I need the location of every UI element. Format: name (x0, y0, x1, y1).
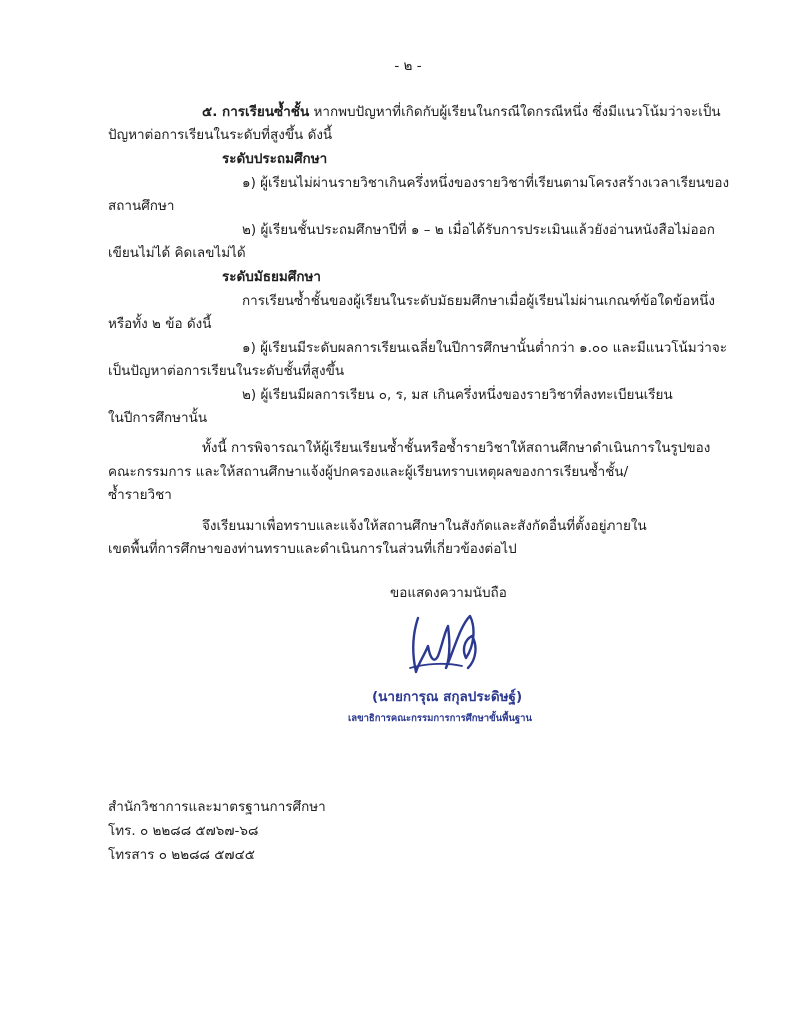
secondary-item2-line1: ๒) ผู้เรียนมีผลการเรียน ๐, ร, มส เกินครึ่งหนึ่งของรายวิชาที่ลงทะเบียนเรียน (242, 387, 673, 403)
primary-item1-line2: สถานศึกษา (108, 198, 175, 214)
primary-heading: ระดับประถมศึกษา (222, 151, 328, 167)
secondary-item2-line2: ในปีการศึกษานั้น (108, 410, 208, 426)
salutation: ขอแสดงความนับถือ (390, 585, 507, 601)
primary-item1-line1: ๑) ผู้เรียนไม่ผ่านรายวิชาเกินครึ่งหนึ่งของรายวิชาที่เรียนตามโครงสร้างเวลาเรียนของ (242, 175, 730, 191)
page-number: - ๒ - (394, 58, 422, 74)
primary-item2-line2: เขียนไม่ได้ คิดเลขไม่ได้ (108, 245, 246, 261)
secondary-intro-line1: การเรียนซ้ำชั้นของผู้เรียนในระดับมัธยมศึกษาเมื่อผู้เรียนไม่ผ่านเกณฑ์ข้อใดข้อหนึ่ง (242, 293, 716, 309)
section5-heading: ๕. การเรียนซ้ำชั้น (202, 104, 310, 120)
consideration-line1: ทั้งนี้ การพิจารณาให้ผู้เรียนเรียนซ้ำชั้นหรือซ้ำรายวิชาให้สถานศึกษาดำเนินการในรูปของ (202, 440, 711, 456)
section5-line1 (202, 103, 721, 121)
secondary-heading: ระดับมัธยมศึกษา (222, 269, 322, 285)
primary-item2-line1: ๒) ผู้เรียนชั้นประถมศึกษาปีที่ ๑ – ๒ เมื่อได้รับการประเมินแล้วยังอ่านหนังสือไม่ออก (242, 222, 715, 238)
footer-office: สำนักวิชาการและมาตรฐานการศึกษา (108, 799, 326, 815)
footer-phone: โทร. ๐ ๒๒๘๘ ๕๗๖๗-๖๘ (108, 823, 259, 839)
footer-fax: โทรสาร ๐ ๒๒๘๘ ๕๗๔๕ (108, 847, 256, 863)
consideration-line3: ซ้ำรายวิชา (108, 487, 172, 503)
secondary-item1-line2: เป็นปัญหาต่อการเรียนในระดับชั้นที่สูงขึ้น (108, 363, 345, 379)
signer-title: เลขาธิการคณะกรรมการการศึกษาขั้นพื้นฐาน (348, 713, 532, 724)
signer-name: (นายการุณ สกุลประดิษฐ์) (372, 689, 523, 705)
section5-text-line1: หากพบปัญหาที่เกิดกับผู้เรียนในกรณีใดกรณีหนึ่ง ซึ่งมีแนวโน้มว่าจะเป็น (313, 104, 721, 120)
handwritten-signature (404, 606, 482, 680)
closing-line1: จึงเรียนมาเพื่อทราบและแจ้งให้สถานศึกษาในสังกัดและสังกัดอื่นที่ตั้งอยู่ภายใน (202, 518, 647, 534)
secondary-item1-line1: ๑) ผู้เรียนมีระดับผลการเรียนเฉลี่ยในปีการศึกษานั้นต่ำกว่า ๑.๐๐ และมีแนวโน้มว่าจะ (242, 340, 727, 356)
closing-line2: เขตพื้นที่การศึกษาของท่านทราบและดำเนินการในส่วนที่เกี่ยวข้องต่อไป (108, 541, 517, 557)
section5-text-line2: ปัญหาต่อการเรียนในระดับที่สูงขึ้น ดังนี้ (108, 127, 333, 143)
secondary-intro-line2: หรือทั้ง ๒ ข้อ ดังนี้ (108, 316, 212, 332)
consideration-line2: คณะกรรมการ และให้สถานศึกษาแจ้งผู้ปกครองและผู้เรียนทราบเหตุผลของการเรียนซ้ำชั้น/ (108, 464, 629, 480)
